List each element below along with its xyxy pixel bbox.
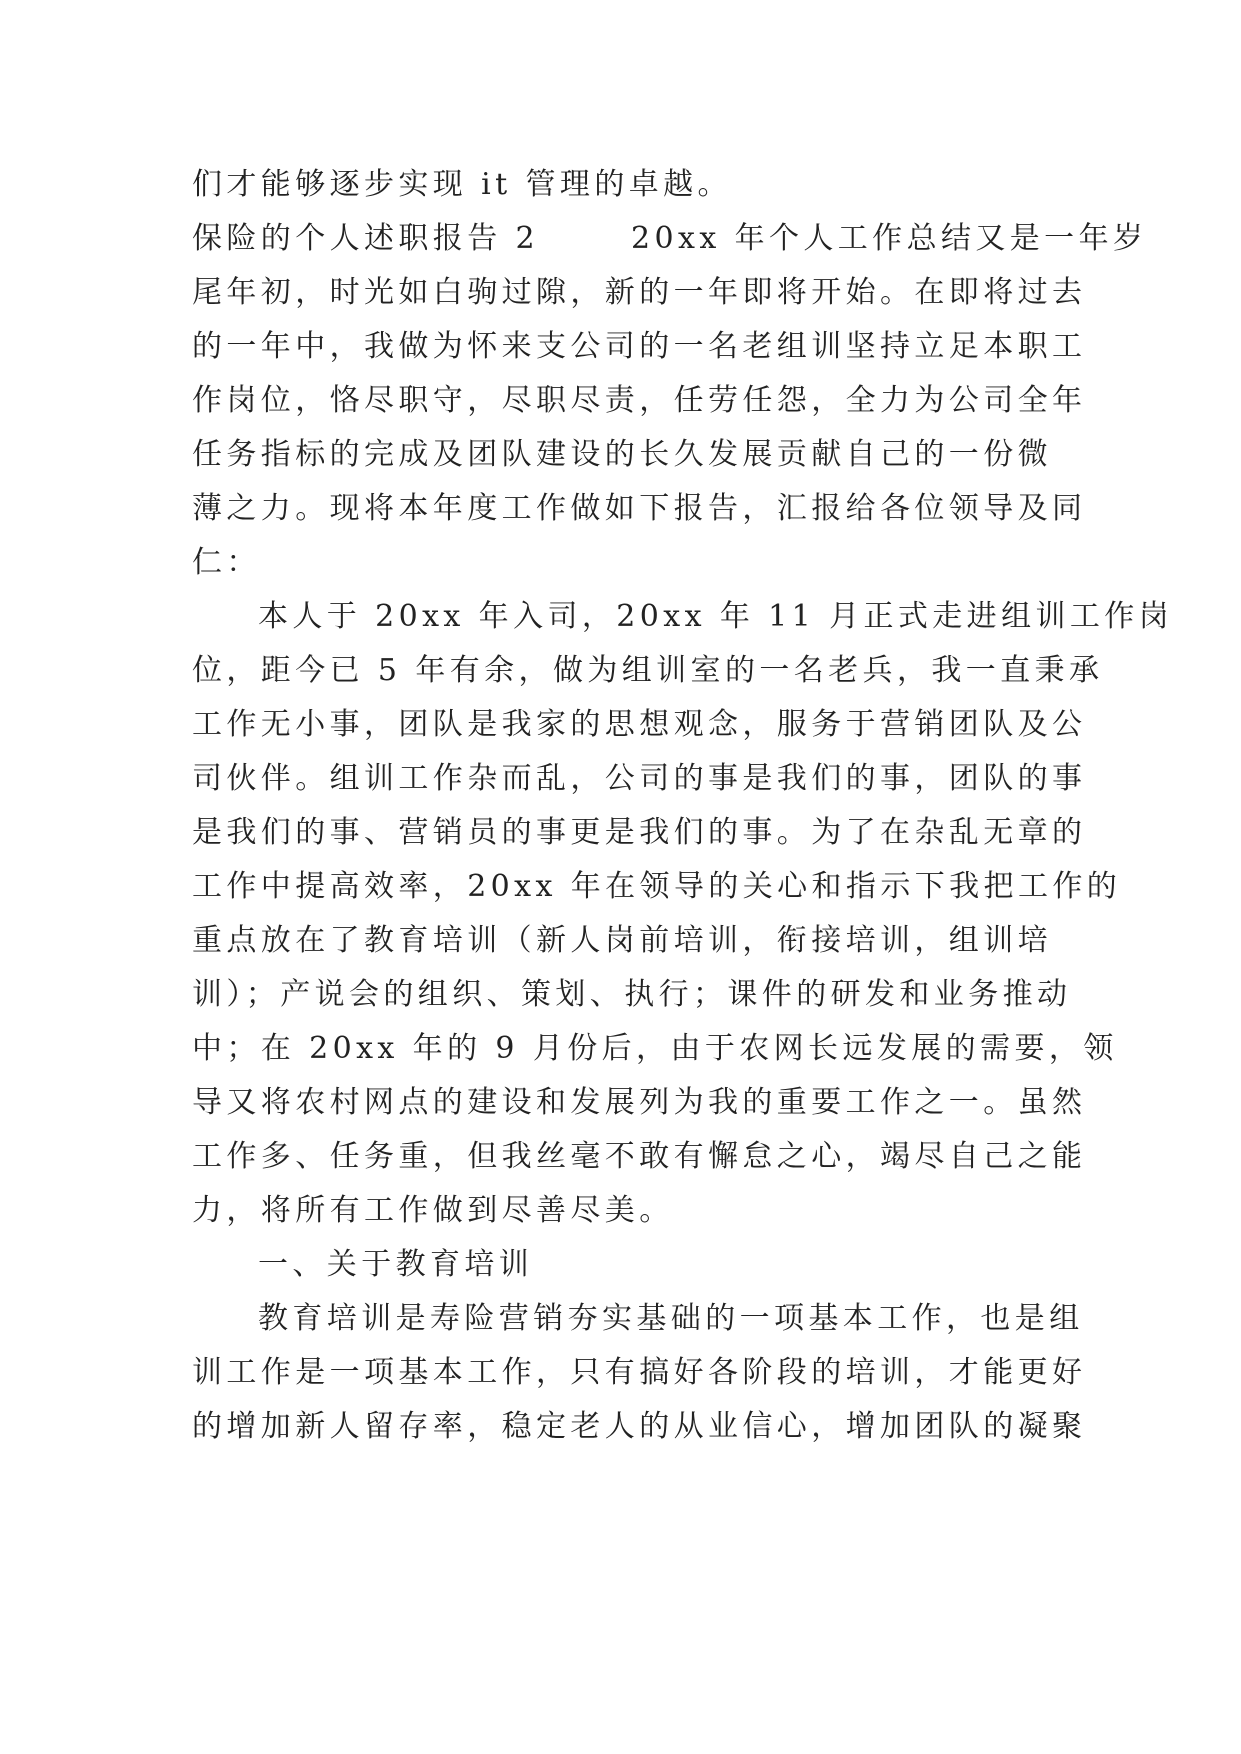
text-line: 的增加新人留存率，稳定老人的从业信心，增加团队的凝聚 <box>192 1409 1087 1444</box>
text-line <box>192 212 1148 266</box>
text-line: 们才能够逐步实现 it 管理的卓越。 <box>192 167 732 202</box>
text-line: 导又将农村网点的建设和发展列为我的重要工作之一。虽然 <box>192 1085 1087 1120</box>
text-line: 尾年初，时光如白驹过隙，新的一年即将开始。在即将过去 <box>192 275 1087 310</box>
text-line: 训）；产说会的组织、策划、执行；课件的研发和业务推动 <box>192 977 1072 1012</box>
text-line: 本人于 20xx 年入司，20xx 年 11 月正式走进组训工作岗 <box>258 599 1174 634</box>
section-heading: 一、关于教育培训 <box>258 1247 534 1282</box>
text-line: 工作中提高效率，20xx 年在领导的关心和指示下我把工作的 <box>192 869 1122 904</box>
text-line: 力，将所有工作做到尽善尽美。 <box>192 1193 674 1228</box>
text-line: 训工作是一项基本工作，只有搞好各阶段的培训，才能更好 <box>192 1355 1087 1390</box>
document-body <box>192 158 1174 1454</box>
text-line: 的一年中，我做为怀来支公司的一名老组训坚持立足本职工 <box>192 329 1087 364</box>
text-line: 教育培训是寿险营销夯实基础的一项基本工作，也是组 <box>258 1301 1084 1336</box>
text-line: 仁： <box>192 545 261 580</box>
text-line: 司伙伴。组训工作杂而乱，公司的事是我们的事，团队的事 <box>192 761 1087 796</box>
text-line: 工作无小事，团队是我家的思想观念，服务于营销团队及公 <box>192 707 1087 742</box>
text-line: 工作多、任务重，但我丝毫不敢有懈怠之心，竭尽自己之能 <box>192 1139 1087 1174</box>
text-line: 薄之力。现将本年度工作做如下报告，汇报给各位领导及同 <box>192 491 1087 526</box>
text-line: 中；在 20xx 年的 9 月份后，由于农网长远发展的需要，领 <box>192 1031 1118 1066</box>
text-line: 重点放在了教育培训（新人岗前培训，衔接培训，组训培 <box>192 923 1052 958</box>
text-line: 是我们的事、营销员的事更是我们的事。为了在杂乱无章的 <box>192 815 1087 850</box>
paragraph-start: 20xx 年个人工作总结又是一年岁 <box>631 221 1148 256</box>
text-line: 位，距今已 5 年有余，做为组训室的一名老兵，我一直秉承 <box>192 653 1104 688</box>
report-heading: 保险的个人述职报告 2 <box>192 221 540 256</box>
text-line: 作岗位，恪尽职守，尽职尽责，任劳任怨，全力为公司全年 <box>192 383 1087 418</box>
text-line: 任务指标的完成及团队建设的长久发展贡献自己的一份微 <box>192 437 1052 472</box>
